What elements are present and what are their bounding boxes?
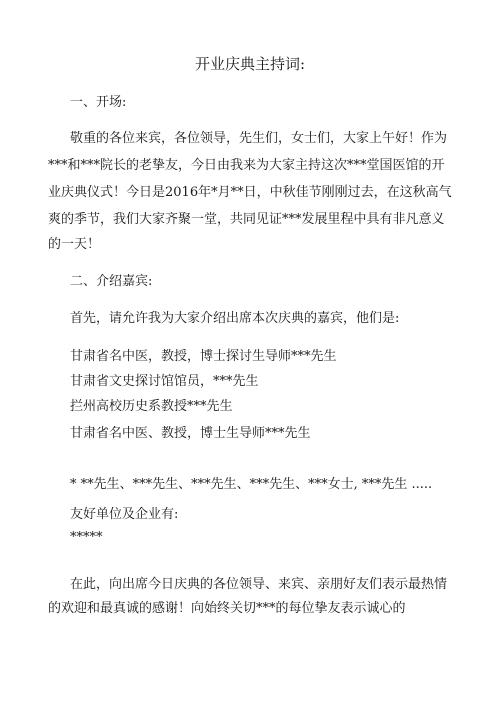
guest-item: 甘肃省名中医、教授，博士生导师***先生 [70, 426, 311, 441]
opening-line: 爽的季节，我们大家齐聚一堂，共同见证***发展里程中具有非凡意义 [48, 212, 445, 227]
partners-label: 友好单位及企业有: [70, 507, 179, 522]
guests-intro: 首先，请允许我为大家介绍出席本次庆典的嘉宾，他们是: [70, 311, 400, 326]
partners-value: ***** [70, 530, 103, 545]
closing-line: 的欢迎和最真诚的感谢！向始终关切***的每位挚友表示诚心的 [48, 601, 406, 616]
opening-line: ***和***院长的老挚友，今日由我来为大家主持这次***堂国医馆的开 [48, 158, 445, 173]
document-title: 开业庆典主持词: [194, 55, 306, 73]
guest-item: 甘肃省文史探讨馆馆员，***先生 [70, 374, 259, 389]
opening-line: 敬重的各位来宾，各位领导，先生们，女士们，大家上午好！作为 [70, 131, 448, 146]
section-heading-opening: 一、开场: [70, 95, 127, 110]
section-heading-guests: 二、介绍嘉宾: [70, 274, 153, 289]
guest-list-line: * **先生、***先生、***先生、***先生、***女士, ***先生 ..... [70, 477, 433, 492]
opening-line: 业庆典仪式！今日是2016年*月**日，中秋佳节刚刚过去，在这秋高气 [48, 185, 452, 200]
opening-line: 的一天！ [48, 237, 101, 252]
closing-line: 在此，向出席今日庆典的各位领导、来宾、亲朋好友们表示最热情 [70, 577, 448, 592]
guest-item: 甘肃省名中医，教授，博士探讨生导师***先生 [70, 349, 337, 364]
guest-item: 拦州高校历史系教授***先生 [70, 399, 233, 414]
